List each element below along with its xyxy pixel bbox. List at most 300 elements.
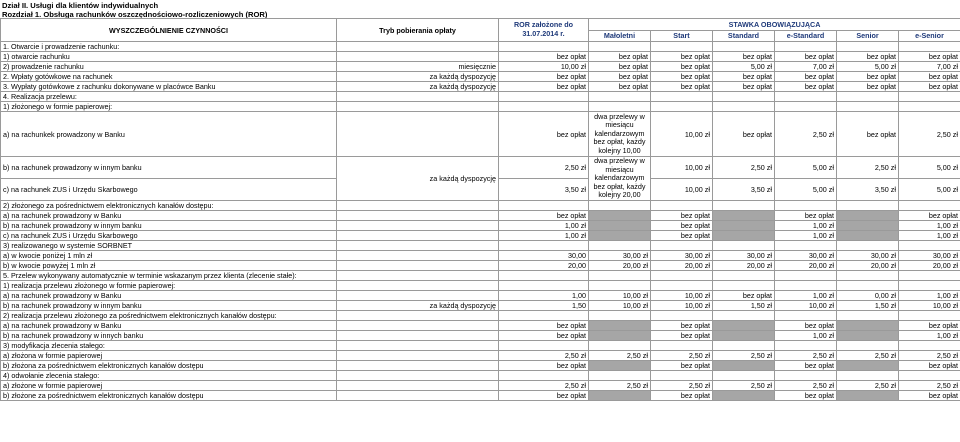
table-cell: bez opłat — [651, 321, 713, 331]
table-cell — [713, 371, 775, 381]
table-cell — [775, 311, 837, 321]
table-cell — [837, 221, 899, 231]
table-cell — [589, 281, 651, 291]
table-cell: 20,00 zł — [899, 261, 960, 271]
table-cell: 2,50 zł — [713, 157, 775, 179]
table-cell: 5,00 zł — [899, 157, 960, 179]
table-cell — [837, 341, 899, 351]
table-row — [1, 42, 960, 52]
table-cell: bez opłat — [899, 82, 960, 92]
table-cell — [589, 211, 651, 221]
table-cell: bez opłat — [651, 62, 713, 72]
table-cell: bez opłat — [713, 291, 775, 301]
table-cell: bez opłat — [499, 321, 589, 331]
table-cell — [337, 52, 499, 62]
col-group: STAWKA OBOWIĄZUJĄCA — [589, 19, 960, 31]
table-cell: 2) realizacja przelewu złożonego za pośrednictwem elektronicznych kanałów dostępu: — [1, 311, 337, 321]
table-cell: bez opłat — [899, 391, 960, 401]
table-cell: 10,00 zł — [899, 301, 960, 311]
table-cell — [837, 311, 899, 321]
table-row — [1, 271, 960, 281]
table-cell: 10,00 zł — [651, 179, 713, 201]
table-cell — [589, 271, 651, 281]
table-cell: 10,00 zł — [651, 301, 713, 311]
table-cell: 30,00 zł — [713, 251, 775, 261]
table-cell — [337, 92, 499, 102]
table-cell: 1,50 zł — [713, 301, 775, 311]
table-row — [1, 92, 960, 102]
table-cell — [337, 42, 499, 52]
table-cell — [837, 331, 899, 341]
table-row — [1, 52, 960, 62]
table-cell: 2,50 zł — [589, 351, 651, 361]
table-cell: a) na rachunek prowadzony w Banku — [1, 321, 337, 331]
table-cell: bez opłat — [837, 82, 899, 92]
table-cell: bez opłat — [775, 391, 837, 401]
table-cell: a) złożona w formie papierowej — [1, 351, 337, 361]
table-cell — [499, 102, 589, 112]
table-cell: 30,00 zł — [899, 251, 960, 261]
table-cell — [899, 201, 960, 211]
table-cell — [899, 102, 960, 112]
table-cell — [589, 321, 651, 331]
table-cell: bez opłat — [499, 211, 589, 221]
table-cell — [499, 281, 589, 291]
table-cell — [899, 241, 960, 251]
table-cell: bez opłat — [899, 211, 960, 221]
table-cell: bez opłat — [651, 231, 713, 241]
table-cell: a) w kwocie poniżej 1 mln zł — [1, 251, 337, 261]
table-cell — [837, 42, 899, 52]
table-cell: bez opłat — [651, 211, 713, 221]
table-cell: 2,50 zł — [713, 351, 775, 361]
table-cell: 1,00 — [499, 291, 589, 301]
table-cell — [775, 371, 837, 381]
table-cell: b) złożone za pośrednictwem elektronicznych kanałów dostępu — [1, 391, 337, 401]
table-cell — [589, 311, 651, 321]
table-cell: 20,00 zł — [651, 261, 713, 271]
table-cell — [499, 371, 589, 381]
table-cell: a) złożone w formie papierowej — [1, 381, 337, 391]
table-cell: c) na rachunek ZUS i Urzędu Skarbowego — [1, 231, 337, 241]
table-cell: bez opłat — [589, 52, 651, 62]
table-cell: bez opłat — [837, 112, 899, 157]
table-row — [1, 361, 960, 371]
table-cell — [651, 281, 713, 291]
table-cell — [337, 341, 499, 351]
table-cell — [337, 291, 499, 301]
table-cell: 1,00 zł — [899, 221, 960, 231]
table-cell: bez opłat — [651, 82, 713, 92]
table-row — [1, 281, 960, 291]
table-cell — [775, 102, 837, 112]
table-cell — [337, 261, 499, 271]
table-cell: 2,50 zł — [651, 381, 713, 391]
table-cell — [337, 381, 499, 391]
table-cell: 5,00 zł — [775, 179, 837, 201]
table-cell — [499, 271, 589, 281]
table-cell: dwa przelewy w miesiącu kalendarzowym bez opłat, każdy kolejny 20,00 — [589, 157, 651, 201]
table-cell — [337, 241, 499, 251]
table-cell: bez opłat — [499, 112, 589, 157]
col-maloletni: Małoletni — [589, 30, 651, 42]
table-row — [1, 381, 960, 391]
col-start: Start — [651, 30, 713, 42]
table-cell — [337, 311, 499, 321]
table-cell: 1,00 zł — [499, 231, 589, 241]
table-cell: 4) odwołanie zlecenia stałego: — [1, 371, 337, 381]
table-cell: a) na rachunek prowadzony w Banku — [1, 291, 337, 301]
table-cell — [337, 351, 499, 361]
table-cell: 3,50 zł — [713, 179, 775, 201]
table-cell — [499, 92, 589, 102]
table-cell — [337, 221, 499, 231]
table-cell: bez opłat — [775, 72, 837, 82]
table-cell: bez opłat — [775, 52, 837, 62]
table-cell — [713, 311, 775, 321]
table-cell: bez opłat — [651, 331, 713, 341]
table-cell — [589, 221, 651, 231]
table-cell: bez opłat — [651, 72, 713, 82]
table-cell: bez opłat — [899, 72, 960, 82]
table-cell — [589, 92, 651, 102]
table-cell: 1. Otwarcie i prowadzenie rachunku: — [1, 42, 337, 52]
table-cell — [651, 42, 713, 52]
col-standard: Standard — [713, 30, 775, 42]
table-cell: bez opłat — [713, 52, 775, 62]
table-cell — [899, 92, 960, 102]
table-row — [1, 341, 960, 351]
table-row — [1, 201, 960, 211]
table-cell: bez opłat — [837, 52, 899, 62]
table-cell: bez opłat — [499, 361, 589, 371]
table-cell — [589, 341, 651, 351]
table-cell: 20,00 zł — [775, 261, 837, 271]
table-cell — [837, 231, 899, 241]
table-cell: 3) realizowanego w systemie SORBNET — [1, 241, 337, 251]
table-cell: bez opłat — [499, 72, 589, 82]
table-cell: bez opłat — [837, 72, 899, 82]
table-cell — [713, 321, 775, 331]
table-cell — [775, 42, 837, 52]
table-cell — [651, 311, 713, 321]
table-cell — [589, 361, 651, 371]
table-cell: b) na rachunek prowadzony w innym banku — [1, 301, 337, 311]
table-cell: 2) złożonego za pośrednictwem elektronicznych kanałów dostępu: — [1, 201, 337, 211]
table-row — [1, 102, 960, 112]
table-cell — [589, 201, 651, 211]
table-row — [1, 251, 960, 261]
table-cell: 20,00 — [499, 261, 589, 271]
table-cell — [899, 371, 960, 381]
table-cell: 20,00 zł — [713, 261, 775, 271]
col-mode: Tryb pobierania opłaty — [337, 19, 499, 42]
table-cell — [899, 311, 960, 321]
table-cell — [713, 231, 775, 241]
table-cell: bez opłat — [499, 391, 589, 401]
table-cell: bez opłat — [651, 391, 713, 401]
table-cell — [337, 391, 499, 401]
table-cell: za każdą dyspozycję — [337, 157, 499, 201]
table-cell: b) na rachunek prowadzony w innych banku — [1, 331, 337, 341]
table-cell: 0,00 zł — [837, 291, 899, 301]
table-cell: 1,00 zł — [775, 221, 837, 231]
table-cell — [337, 201, 499, 211]
table-cell — [337, 321, 499, 331]
table-cell: bez opłat — [499, 52, 589, 62]
table-row — [1, 231, 960, 241]
table-cell: 2,50 zł — [899, 351, 960, 361]
table-cell: 1) otwarcie rachunku — [1, 52, 337, 62]
table-cell: 30,00 zł — [651, 251, 713, 261]
table-cell: 10,00 zł — [651, 112, 713, 157]
table-cell: 3) modyfikacja zlecenia stałego: — [1, 341, 337, 351]
table-cell — [337, 102, 499, 112]
table-cell — [775, 271, 837, 281]
table-cell: c) na rachunek ZUS i Urzędu Skarbowego — [1, 179, 337, 201]
table-cell: 2,50 zł — [899, 381, 960, 391]
table-cell — [837, 371, 899, 381]
table-cell: bez opłat — [589, 62, 651, 72]
table-cell — [337, 251, 499, 261]
table-cell: bez opłat — [713, 112, 775, 157]
table-cell — [589, 331, 651, 341]
table-cell — [651, 92, 713, 102]
table-cell: bez opłat — [589, 72, 651, 82]
table-cell — [899, 341, 960, 351]
table-cell: 2,50 zł — [837, 157, 899, 179]
table-cell: 20,00 zł — [589, 261, 651, 271]
table-cell: za każdą dyspozycję — [337, 72, 499, 82]
col-e-standard: e-Standard — [775, 30, 837, 42]
table-cell: 10,00 zł — [651, 157, 713, 179]
table-cell — [589, 102, 651, 112]
table-cell — [499, 42, 589, 52]
table-row — [1, 261, 960, 271]
table-cell: 1,00 zł — [499, 221, 589, 231]
table-cell: 1,00 zł — [775, 231, 837, 241]
table-cell — [589, 241, 651, 251]
table-cell: 30,00 zł — [837, 251, 899, 261]
table-row — [1, 331, 960, 341]
table-cell — [651, 102, 713, 112]
table-row — [1, 391, 960, 401]
table-cell: 2. Wpłaty gotówkowe na rachunek — [1, 72, 337, 82]
table-cell: 4. Realizacja przelewu: — [1, 92, 337, 102]
col-operation: WYSZCZEGÓLNIENIE CZYNNOŚCI — [1, 19, 337, 42]
table-cell: 2,50 zł — [775, 351, 837, 361]
table-cell: 1) złożonego w formie papierowej: — [1, 102, 337, 112]
table-cell — [713, 211, 775, 221]
table-cell — [651, 201, 713, 211]
table-cell: 5,00 zł — [713, 62, 775, 72]
table-cell — [837, 271, 899, 281]
table-cell: 10,00 zł — [499, 62, 589, 72]
table-cell: 2) prowadzenie rachunku — [1, 62, 337, 72]
table-cell — [899, 281, 960, 291]
table-cell: bez opłat — [775, 82, 837, 92]
table-row — [1, 241, 960, 251]
fee-table — [0, 18, 960, 401]
table-cell: 1) realizacja przelewu złożonego w formie papierowej: — [1, 281, 337, 291]
table-cell — [837, 102, 899, 112]
table-cell: bez opłat — [775, 361, 837, 371]
table-cell — [337, 231, 499, 241]
table-cell: 2,50 zł — [713, 381, 775, 391]
table-cell: 10,00 zł — [589, 291, 651, 301]
table-cell — [837, 361, 899, 371]
table-cell: 2,50 zł — [499, 351, 589, 361]
table-cell — [713, 361, 775, 371]
table-cell: 10,00 zł — [589, 301, 651, 311]
table-cell: 3. Wypłaty gotówkowe z rachunku dokonywane w placówce Banku — [1, 82, 337, 92]
table-cell — [837, 92, 899, 102]
col-senior: Senior — [837, 30, 899, 42]
table-cell — [337, 281, 499, 291]
table-cell: za każdą dyspozycję — [337, 82, 499, 92]
col-ror: ROR założone do 31.07.2014 r. — [499, 19, 589, 42]
table-cell: 30,00 zł — [589, 251, 651, 261]
table-cell — [775, 241, 837, 251]
table-cell: 5,00 zł — [899, 179, 960, 201]
table-cell — [713, 271, 775, 281]
table-cell: a) na rachunek prowadzony w Banku — [1, 211, 337, 221]
table-cell — [837, 211, 899, 221]
table-cell — [899, 42, 960, 52]
table-cell: 2,50 zł — [589, 381, 651, 391]
table-row — [1, 82, 960, 92]
table-cell: 3,50 zł — [499, 179, 589, 201]
table-cell — [499, 241, 589, 251]
table-row — [1, 211, 960, 221]
table-cell: 5,00 zł — [837, 62, 899, 72]
table-cell: b) złożona za pośrednictwem elektronicznych kanałów dostępu — [1, 361, 337, 371]
table-cell: 1,00 zł — [899, 231, 960, 241]
table-cell — [837, 391, 899, 401]
table-cell — [589, 391, 651, 401]
table-row — [1, 62, 960, 72]
table-cell: bez opłat — [651, 52, 713, 62]
table-cell: bez opłat — [589, 82, 651, 92]
table-cell — [713, 201, 775, 211]
table-row — [1, 371, 960, 381]
table-cell — [589, 42, 651, 52]
table-cell — [651, 341, 713, 351]
chapter-title: Rozdział 1. Obsługa rachunków oszczędnościowo-rozliczeniowych (ROR) — [2, 10, 268, 19]
table-cell: 2,50 zł — [499, 157, 589, 179]
table-cell — [337, 371, 499, 381]
table-cell — [713, 92, 775, 102]
table-cell: 2,50 zł — [651, 351, 713, 361]
table-cell — [837, 321, 899, 331]
table-cell: bez opłat — [713, 82, 775, 92]
table-cell: 2,50 zł — [899, 112, 960, 157]
table-row — [1, 351, 960, 361]
table-cell — [713, 281, 775, 291]
table-cell: b) na rachunek prowadzony w innym banku — [1, 221, 337, 231]
table-cell — [651, 241, 713, 251]
table-cell: 3,50 zł — [837, 179, 899, 201]
table-cell — [775, 92, 837, 102]
table-cell: 1,00 zł — [899, 331, 960, 341]
table-cell: 1,50 — [499, 301, 589, 311]
table-cell: bez opłat — [651, 361, 713, 371]
table-cell: bez opłat — [899, 321, 960, 331]
table-cell: bez opłat — [775, 321, 837, 331]
table-cell — [837, 201, 899, 211]
table-cell — [775, 201, 837, 211]
table-cell: 10,00 zł — [775, 301, 837, 311]
table-cell: bez opłat — [651, 221, 713, 231]
table-cell: 10,00 zł — [651, 291, 713, 301]
table-cell: bez opłat — [775, 211, 837, 221]
table-cell: bez opłat — [899, 361, 960, 371]
table-cell — [775, 281, 837, 291]
table-cell: 2,50 zł — [499, 381, 589, 391]
table-cell: miesięcznie — [337, 62, 499, 72]
table-cell: 30,00 zł — [775, 251, 837, 261]
table-cell: za każdą dyspozycję — [337, 301, 499, 311]
table-cell: 5,00 zł — [775, 157, 837, 179]
table-cell: 2,50 zł — [837, 351, 899, 361]
table-row — [1, 311, 960, 321]
col-e-senior: e-Senior — [899, 30, 960, 42]
table-cell — [713, 341, 775, 351]
table-cell — [499, 311, 589, 321]
table-cell: 1,00 zł — [899, 291, 960, 301]
table-cell: 30,00 — [499, 251, 589, 261]
table-cell: b) w kwocie powyżej 1 mln zł — [1, 261, 337, 271]
table-cell — [713, 102, 775, 112]
table-cell: a) na rachunkek prowadzony w Banku — [1, 112, 337, 157]
table-cell — [337, 271, 499, 281]
table-cell — [651, 271, 713, 281]
table-cell — [713, 391, 775, 401]
table-cell — [899, 271, 960, 281]
table-row — [1, 301, 960, 311]
table-row — [1, 112, 960, 157]
table-cell — [589, 371, 651, 381]
table-cell — [499, 341, 589, 351]
table-cell: 2,50 zł — [837, 381, 899, 391]
table-cell — [337, 211, 499, 221]
table-cell: 7,00 zł — [775, 62, 837, 72]
table-row — [1, 157, 960, 179]
table-cell — [713, 331, 775, 341]
section-title: Dział II. Usługi dla klientów indywidualnych — [2, 1, 159, 10]
table-cell — [713, 42, 775, 52]
table-cell: 7,00 zł — [899, 62, 960, 72]
table-cell — [713, 221, 775, 231]
table-cell — [713, 241, 775, 251]
table-cell: 2,50 zł — [775, 112, 837, 157]
table-cell — [589, 231, 651, 241]
table-cell — [337, 361, 499, 371]
table-cell: bez opłat — [499, 331, 589, 341]
table-cell: 1,50 zł — [837, 301, 899, 311]
table-cell: 5. Przelew wykonywany automatycznie w terminie wskazanym przez klienta (zlecenie stałe): — [1, 271, 337, 281]
table-cell: 1,00 zł — [775, 291, 837, 301]
table-cell — [337, 112, 499, 157]
table-cell — [499, 201, 589, 211]
table-cell — [837, 241, 899, 251]
table-cell: bez opłat — [899, 52, 960, 62]
table-row — [1, 291, 960, 301]
table-row — [1, 72, 960, 82]
table-cell: 1,00 zł — [775, 331, 837, 341]
table-row — [1, 221, 960, 231]
table-cell — [651, 371, 713, 381]
